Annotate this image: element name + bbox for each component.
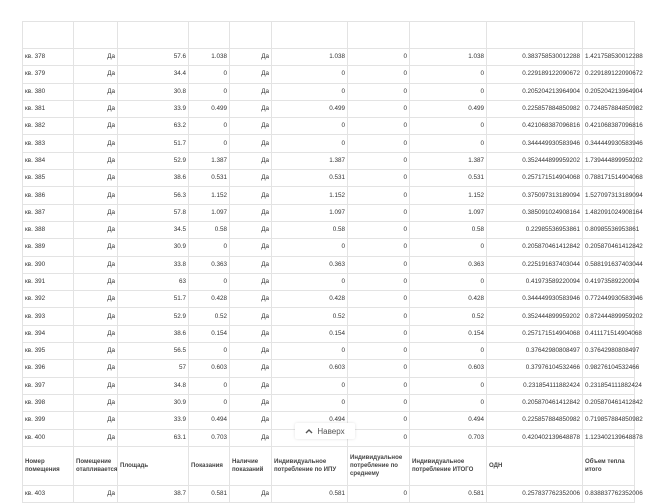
table-cell: Да [230, 273, 272, 290]
table-cell: 0 [189, 66, 230, 83]
table-cell: 0.352444899959202 [487, 152, 583, 169]
table-cell: 0.37976104532466 [487, 360, 583, 377]
table-cell: 0.838837762352006 [583, 485, 635, 502]
table-cell: кв. 387 [23, 204, 74, 221]
table-cell: 0.205204213964904 [583, 83, 635, 100]
table-cell: 0.363 [272, 256, 348, 273]
table-cell: Да [230, 118, 272, 135]
table-cell: кв. 389 [23, 239, 74, 256]
table-cell: 63.1 [118, 429, 189, 446]
table-cell: Да [230, 394, 272, 411]
table-cell: Да [74, 394, 118, 411]
table-cell: 0.344449930583946 [487, 291, 583, 308]
table-cell [118, 22, 189, 49]
table-cell: 0 [348, 394, 410, 411]
column-header: ОДН [487, 446, 583, 485]
column-header: Помещение отапливается [74, 446, 118, 485]
table-cell: 0 [348, 204, 410, 221]
table-cell: 63.2 [118, 118, 189, 135]
column-header: Площадь [118, 446, 189, 485]
table-cell: 0.383758530012288 [487, 49, 583, 66]
table-cell: Да [74, 325, 118, 342]
table-cell [410, 22, 487, 49]
table-cell: 0 [348, 360, 410, 377]
table-cell: 0.411171514904068 [583, 325, 635, 342]
table-cell: 0 [348, 83, 410, 100]
table-row [23, 485, 635, 502]
table-cell [583, 22, 635, 49]
table-cell: 0.344449930583946 [487, 135, 583, 152]
table-cell: Да [230, 135, 272, 152]
table-cell: 0.581 [189, 485, 230, 502]
table-cell: 1.038 [189, 49, 230, 66]
table-cell: Да [74, 221, 118, 238]
table-cell: 56.3 [118, 187, 189, 204]
table-cell: Да [230, 343, 272, 360]
table-row [23, 360, 635, 377]
table-cell: Да [74, 83, 118, 100]
table-cell: Да [230, 412, 272, 429]
table-cell: Да [230, 429, 272, 446]
table-cell: Да [230, 49, 272, 66]
table-cell: 33.9 [118, 412, 189, 429]
table-cell: 0 [189, 343, 230, 360]
table-row [23, 394, 635, 411]
table-cell: 0 [348, 170, 410, 187]
table-cell: Да [230, 325, 272, 342]
table-cell: 1.527097313189094 [583, 187, 635, 204]
table-cell: 0 [272, 118, 348, 135]
table-cell: 1.421758530012288 [583, 49, 635, 66]
table-cell: 1.387 [410, 152, 487, 169]
table-cell: кв. 394 [23, 325, 74, 342]
table-cell: 0 [348, 187, 410, 204]
table-cell: кв. 378 [23, 49, 74, 66]
table-header-row [23, 446, 635, 485]
table-cell: 0.788171514904068 [583, 170, 635, 187]
table-cell: 0 [272, 377, 348, 394]
table-cell: 0.531 [410, 170, 487, 187]
column-header: Индивидуальное потребление по ИПУ [272, 446, 348, 485]
table-cell: 0.225857884850982 [487, 412, 583, 429]
table-cell: 0.154 [189, 325, 230, 342]
table-cell: 0 [348, 377, 410, 394]
table-row [23, 221, 635, 238]
table-cell: 0.588191637403044 [583, 256, 635, 273]
table-cell: 0.420402139648878 [487, 429, 583, 446]
table-cell: 0.205870461412842 [583, 239, 635, 256]
table-cell: 0.603 [189, 360, 230, 377]
table-cell: 0.603 [410, 360, 487, 377]
table-cell: 0.205870461412842 [487, 394, 583, 411]
table-cell: 0.494 [272, 412, 348, 429]
chevron-up-icon [305, 428, 313, 434]
table-cell: 0 [348, 325, 410, 342]
table-row [23, 377, 635, 394]
table-cell: 0.421068387096816 [487, 118, 583, 135]
table-cell: 0.58 [410, 221, 487, 238]
table-cell: 0.375097313189094 [487, 187, 583, 204]
table-cell: 0 [348, 485, 410, 502]
table-cell: кв. 381 [23, 100, 74, 117]
table-row [23, 256, 635, 273]
table-cell: 57 [118, 360, 189, 377]
table-row [23, 83, 635, 100]
table-cell: 0 [348, 291, 410, 308]
table-row [23, 49, 635, 66]
table-cell: 0.703 [410, 429, 487, 446]
table-cell: 38.6 [118, 325, 189, 342]
table-cell: 0 [348, 66, 410, 83]
table-cell [272, 22, 348, 49]
table-cell: 30.8 [118, 83, 189, 100]
scroll-top-button[interactable] [295, 423, 355, 439]
table-cell: кв. 388 [23, 221, 74, 238]
table-cell: 0.98276104532466 [583, 360, 635, 377]
table-cell: 0.257171514904068 [487, 325, 583, 342]
table-cell: Да [74, 256, 118, 273]
table-cell: 1.387 [189, 152, 230, 169]
table-cell: 0 [410, 66, 487, 83]
table-row [23, 187, 635, 204]
table-cell: 0.772449930583946 [583, 291, 635, 308]
table-cell: 1.387 [272, 152, 348, 169]
column-header: Номер помещения [23, 446, 74, 485]
column-header: Объем тепла итого [583, 446, 635, 485]
table-cell: 0 [410, 273, 487, 290]
table-cell [74, 22, 118, 49]
scroll-top-label: Наверх [317, 426, 345, 436]
table-cell: 52.9 [118, 308, 189, 325]
table-cell [189, 22, 230, 49]
table-cell: кв. 396 [23, 360, 74, 377]
table-cell: 0.205870461412842 [583, 394, 635, 411]
table-cell: 0.41973589220094 [487, 273, 583, 290]
table-cell: Да [230, 485, 272, 502]
table-cell: Да [230, 239, 272, 256]
table-cell [348, 22, 410, 49]
table-row [23, 152, 635, 169]
table-cell: 0.52 [410, 308, 487, 325]
table-cell: Да [230, 308, 272, 325]
table-cell [230, 22, 272, 49]
table-cell: Да [230, 187, 272, 204]
table-cell: 0 [348, 152, 410, 169]
table-cell: 0.352444899959202 [487, 308, 583, 325]
table-cell: 33.9 [118, 100, 189, 117]
table-cell: 0 [348, 135, 410, 152]
table-cell: 0 [410, 239, 487, 256]
table-row [23, 273, 635, 290]
table-cell: 0.205870461412842 [487, 239, 583, 256]
table-cell: 1.097 [189, 204, 230, 221]
column-header: Индивидуальное потребление по среднему [348, 446, 410, 485]
table-cell: кв. 397 [23, 377, 74, 394]
table-cell: кв. 382 [23, 118, 74, 135]
table-cell: 0 [189, 135, 230, 152]
table-cell: Да [74, 343, 118, 360]
table-cell: 0.231854111882424 [583, 377, 635, 394]
table-cell: 1.097 [272, 204, 348, 221]
table-cell: 0 [272, 66, 348, 83]
table-cell: 0.499 [410, 100, 487, 117]
table-cell: 0 [410, 118, 487, 135]
table-cell: 0 [348, 100, 410, 117]
table-cell: 0 [348, 221, 410, 238]
table-cell: кв. 393 [23, 308, 74, 325]
table-cell: кв. 390 [23, 256, 74, 273]
table-row [23, 239, 635, 256]
table-cell: 0.363 [189, 256, 230, 273]
table-cell: 0.154 [272, 325, 348, 342]
table-cell: 0.41973589220094 [583, 273, 635, 290]
table-cell: 38.7 [118, 485, 189, 502]
table-cell: 1.152 [189, 187, 230, 204]
table-row [23, 204, 635, 221]
table-cell [23, 22, 74, 49]
table-cell: кв. 384 [23, 152, 74, 169]
table-cell: 0.58 [189, 221, 230, 238]
table-cell: 0 [272, 394, 348, 411]
table-cell: Да [230, 204, 272, 221]
table-cell: 1.038 [410, 49, 487, 66]
table-cell: 0 [348, 239, 410, 256]
table-cell: 57.6 [118, 49, 189, 66]
table-cell: 0.344449930583946 [583, 135, 635, 152]
table-cell: 0.531 [272, 170, 348, 187]
table-row [23, 308, 635, 325]
table-cell: кв. 392 [23, 291, 74, 308]
table-cell [487, 22, 583, 49]
table-cell: 0.385091024908164 [487, 204, 583, 221]
column-header: Показания [189, 446, 230, 485]
table-cell: Да [74, 377, 118, 394]
table-cell: 0.703 [189, 429, 230, 446]
table-cell: Да [230, 360, 272, 377]
table-row [23, 135, 635, 152]
table-cell: 0.225857884850982 [487, 100, 583, 117]
table-cell: 0 [410, 343, 487, 360]
table-cell: 0 [272, 239, 348, 256]
table-cell: 0 [272, 135, 348, 152]
table-cell: 0 [189, 239, 230, 256]
table-row [23, 66, 635, 83]
table-cell: 51.7 [118, 135, 189, 152]
table-cell: 0 [348, 343, 410, 360]
table-cell: 0.719857884850982 [583, 412, 635, 429]
table-cell: 52.9 [118, 152, 189, 169]
table-cell: 0.494 [410, 412, 487, 429]
table-cell: 0 [348, 273, 410, 290]
table-row [23, 170, 635, 187]
table-cell: 1.097 [410, 204, 487, 221]
table-cell: 0 [348, 256, 410, 273]
table-cell: 57.8 [118, 204, 189, 221]
table-row [23, 325, 635, 342]
table-cell: кв. 395 [23, 343, 74, 360]
table-cell: 0.205204213964904 [487, 83, 583, 100]
table-cell: Да [74, 360, 118, 377]
table-cell: 1.482091024908164 [583, 204, 635, 221]
table-cell: 0.428 [272, 291, 348, 308]
table-cell: 0.52 [189, 308, 230, 325]
table-cell: 0 [189, 273, 230, 290]
table-cell: 0 [348, 118, 410, 135]
table-cell: 0.421068387096816 [583, 118, 635, 135]
table-cell: 1.123402139648878 [583, 429, 635, 446]
table-cell: кв. 391 [23, 273, 74, 290]
table-cell: кв. 400 [23, 429, 74, 446]
table-cell: Да [74, 291, 118, 308]
table-cell: 33.8 [118, 256, 189, 273]
table-cell: кв. 385 [23, 170, 74, 187]
table-cell: 0.494 [189, 412, 230, 429]
table-cell: 0.257171514904068 [487, 170, 583, 187]
table-cell: 0.581 [272, 485, 348, 502]
table-cell: кв. 380 [23, 83, 74, 100]
table-cell: 0.499 [189, 100, 230, 117]
table-cell: кв. 383 [23, 135, 74, 152]
table-cell: 0.22985536953861 [487, 221, 583, 238]
table-cell: 0.531 [189, 170, 230, 187]
table-cell: Да [74, 187, 118, 204]
column-header: Наличие показаний [230, 446, 272, 485]
table-cell: 0 [348, 429, 410, 446]
table-cell: 1.152 [410, 187, 487, 204]
table-cell: 0.499 [272, 100, 348, 117]
table-cell: 0.37642980808497 [487, 343, 583, 360]
table-cell: Да [74, 118, 118, 135]
table-cell: 0.58 [272, 221, 348, 238]
table-cell: 0.724857884850982 [583, 100, 635, 117]
column-header: Индивидуальное потребление ИТОГО [410, 446, 487, 485]
table-cell: Да [74, 308, 118, 325]
table-cell: 0.37642980808497 [583, 343, 635, 360]
table-cell: Да [74, 170, 118, 187]
table-cell: Да [230, 66, 272, 83]
table-cell: Да [230, 291, 272, 308]
table-cell: Да [230, 83, 272, 100]
table-cell: 56.5 [118, 343, 189, 360]
table-cell: Да [230, 221, 272, 238]
table-cell: Да [230, 256, 272, 273]
table-cell: 0 [189, 83, 230, 100]
table-cell: 0.231854111882424 [487, 377, 583, 394]
table-cell: 63 [118, 273, 189, 290]
table-cell: Да [74, 412, 118, 429]
table-cell: 34.8 [118, 377, 189, 394]
table-cell: 0 [348, 49, 410, 66]
table-cell: 0.603 [272, 360, 348, 377]
table-cell: 0 [410, 83, 487, 100]
table-cell: 0.581 [410, 485, 487, 502]
table-row [23, 343, 635, 360]
table-cell: Да [230, 152, 272, 169]
table-cell: 38.6 [118, 170, 189, 187]
table-cell: Да [230, 100, 272, 117]
table-cell: Да [74, 204, 118, 221]
table-viewport [22, 21, 643, 497]
table-cell: Да [74, 429, 118, 446]
table-cell: 0.363 [410, 256, 487, 273]
table-cell: 0.52 [272, 308, 348, 325]
table-cell: кв. 379 [23, 66, 74, 83]
table-cell: Да [74, 152, 118, 169]
table-cell: 0 [189, 118, 230, 135]
table-cell: 0 [272, 83, 348, 100]
table-cell: Да [74, 485, 118, 502]
table-cell: Да [230, 170, 272, 187]
table-cell: 0.80985536953861 [583, 221, 635, 238]
table-row [23, 22, 635, 49]
table-cell: 0 [410, 377, 487, 394]
table-cell: 0 [410, 394, 487, 411]
table-cell: 0.257837762352006 [487, 485, 583, 502]
table-cell: 0.229189122090672 [583, 66, 635, 83]
table-cell: Да [74, 66, 118, 83]
table-cell: 0 [348, 308, 410, 325]
table-cell: Да [74, 135, 118, 152]
table-cell: 0 [189, 394, 230, 411]
table-cell: Да [74, 49, 118, 66]
table-cell: 0 [272, 343, 348, 360]
table-cell: кв. 398 [23, 394, 74, 411]
table-cell: 0.229189122090672 [487, 66, 583, 83]
table-cell: 0 [189, 377, 230, 394]
table-cell: 0.428 [410, 291, 487, 308]
table-row [23, 118, 635, 135]
table-row [23, 291, 635, 308]
table-cell: Да [74, 239, 118, 256]
table-cell: 0 [410, 135, 487, 152]
table-cell: 1.038 [272, 49, 348, 66]
table-cell: Да [230, 377, 272, 394]
table-cell: 1.152 [272, 187, 348, 204]
table-cell: 0 [348, 412, 410, 429]
table-cell: 30.9 [118, 239, 189, 256]
table-row [23, 100, 635, 117]
table-cell: 51.7 [118, 291, 189, 308]
table-cell: 0 [272, 273, 348, 290]
table-cell: 0.428 [189, 291, 230, 308]
table-cell: 30.9 [118, 394, 189, 411]
table-cell: кв. 403 [23, 485, 74, 502]
table-cell: 0.872444899959202 [583, 308, 635, 325]
table-cell: 0.154 [410, 325, 487, 342]
table-cell: Да [74, 100, 118, 117]
table-cell: 34.5 [118, 221, 189, 238]
table-cell: кв. 386 [23, 187, 74, 204]
table-cell: кв. 399 [23, 412, 74, 429]
table-cell: 34.4 [118, 66, 189, 83]
table-cell: 1.739444899959202 [583, 152, 635, 169]
table-cell: Да [74, 273, 118, 290]
table-cell: 0.225191637403044 [487, 256, 583, 273]
